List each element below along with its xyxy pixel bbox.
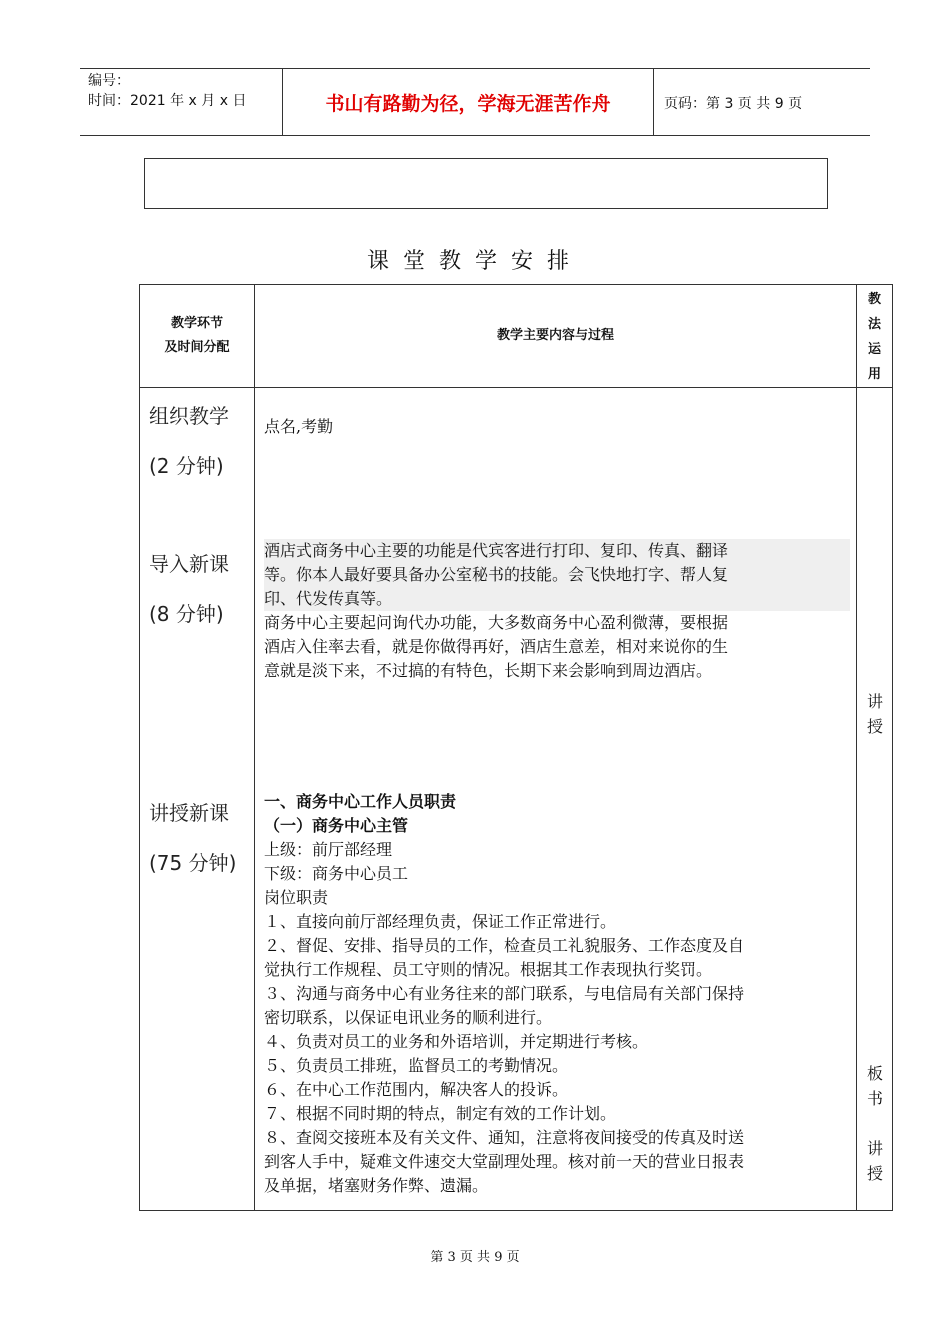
method-blackboard: 板 书 [866, 1064, 883, 1108]
duty-line: 到客人手中，疑难文件速交大堂副理处理。核对前一天的营业日报表 [264, 1152, 745, 1171]
table-header-row [140, 285, 893, 388]
number-label: 编号： [88, 73, 130, 89]
duty-line: ６、在中心工作范围内，解决客人的投诉。 [264, 1080, 569, 1099]
page-footer: 第 3 页 共 9 页 [430, 1250, 520, 1265]
table-body-row [140, 388, 893, 1211]
duty-line: ８、查阅交接班本及有关文件、通知，注意将夜间接受的传真及时送 [264, 1128, 745, 1147]
duty-line: 岗位职责 [264, 888, 329, 907]
duty-line: ５、负责员工排班，监督员工的考勤情况。 [264, 1056, 569, 1075]
duty-line: 觉执行工作规程、员工守则的情况。根据其工作表现执行奖罚。 [264, 960, 713, 979]
duty-line: 密切联系，以保证电讯业务的顺利进行。 [264, 1008, 553, 1027]
duty-line: 及单据，堵塞财务作弊、遗漏。 [264, 1176, 489, 1195]
header-motto-cell [282, 69, 654, 135]
intro-paragraph: 商务中心主要起问询代办功能，大多数商务中心盈利微薄，要根据 酒店入住率去看，就是你做得再好，酒店生意差，相对来说你的生 意就是淡下来，不过搞的有特色，长期下来会影响到周边酒店。 [264, 613, 729, 680]
stage-column [140, 388, 255, 1211]
intro-paragraph-shaded: 酒店式商务中心主要的功能是代宾客进行打印、复印、传真、翻译 等。你本人最好要具备办公室秘书的技能。会飞快地打字、帮人复 印、代发传真等。 [264, 539, 850, 611]
subsection-title: （一）商务中心主管 [264, 816, 409, 835]
duty-line: ７、根据不同时期的特点，制定有效的工作计划。 [264, 1104, 617, 1123]
stage-intro: 导入新课 (8 分钟) [149, 552, 229, 626]
header-meta [80, 69, 282, 135]
method-lecture-2: 讲 授 [866, 1139, 883, 1183]
motto-text: 书山有路勤为径，学海无涯苦作舟 [325, 92, 611, 115]
duty-line: ２、督促、安排、指导员的工作，检查员工礼貌服务、工作态度及自 [264, 936, 745, 955]
duty-line: ３、沟通与商务中心有业务往来的部门联系，与电信局有关部门保持 [264, 984, 745, 1003]
roll-call-text: 点名,考勤 [264, 417, 334, 436]
duty-line: １、直接向前厅部经理负责，保证工作正常进行。 [264, 912, 617, 931]
blank-box [144, 158, 828, 209]
lesson-table [139, 284, 893, 1211]
page-number-label: 页码：第 3 页 共 9 页 [664, 96, 803, 112]
method-lecture-1: 讲 授 [866, 692, 883, 736]
method-column [857, 388, 893, 1211]
page-header [80, 68, 870, 136]
section-title: 一、商务中心工作人员职责 [264, 792, 457, 811]
time-label: 时间：2021 年 x 月 x 日 [88, 93, 247, 109]
content-column [255, 388, 857, 1211]
duty-line: 下级：商务中心员工 [264, 864, 409, 883]
content-header: 教学主要内容与过程 [255, 285, 857, 388]
method-header: 教 法 运 用 [857, 285, 893, 388]
duty-line: 上级：前厅部经理 [264, 840, 393, 859]
stage-organize: 组织教学 (2 分钟) [149, 404, 229, 478]
stage-lecture: 讲授新课 (75 分钟) [149, 801, 237, 875]
page-title: 课堂教学安排 [366, 249, 583, 274]
duties-section [264, 790, 850, 1198]
duty-line: ４、负责对员工的业务和外语培训，并定期进行考核。 [264, 1032, 649, 1051]
stage-header: 教学环节 及时间分配 [140, 285, 255, 388]
